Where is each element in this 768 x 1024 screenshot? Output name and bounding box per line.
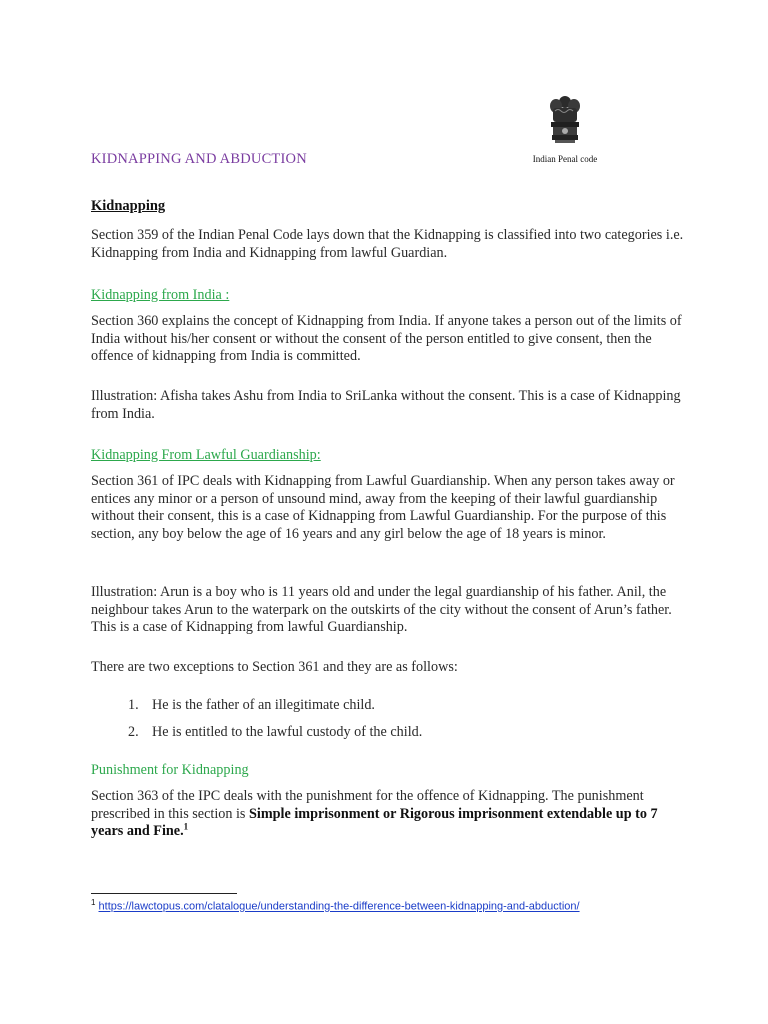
footnote-marker: 1	[91, 898, 96, 907]
kidnapping-intro-paragraph: Section 359 of the Indian Penal Code lays down that the Kidnapping is classified into two categories i.e. Kidnapping from India and Kidnapping from lawful Guardian.	[91, 227, 684, 261]
kidnapping-heading: Kidnapping	[91, 198, 166, 214]
exception-list-item	[128, 724, 422, 741]
footnote-ref[interactable]: 1	[183, 821, 189, 832]
punishment-bold-text: Simple imprisonment or Rigorous imprisonment extendable up to 7 years and Fine.	[91, 805, 658, 839]
document-title: KIDNAPPING AND ABDUCTION	[91, 151, 307, 167]
exceptions-intro: There are two exceptions to Section 361 and they are as follows:	[91, 659, 458, 675]
footnote-divider	[91, 893, 237, 894]
list-number: 2.	[128, 724, 139, 740]
lawful-guardianship-paragraph: Section 361 of IPC deals with Kidnapping from Lawful Guardianship. When any person takes away or entices any minor or a person of unsound mind, away from the keeping of their lawful guardianship without their consent, this is a case of Kidnapping from Lawful Guardianship. For the purpose of this section, any boy below the age of 16 years and any girl below the age of 18 years is minor.	[91, 473, 675, 542]
punishment-paragraph	[91, 788, 691, 841]
emblem-caption: Indian Penal code	[532, 154, 598, 164]
list-text: He is entitled to the lawful custody of the child.	[152, 724, 423, 740]
state-emblem-icon	[546, 94, 584, 152]
lawful-guardianship-illustration: Illustration: Arun is a boy who is 11 years old and under the legal guardianship of his father. Anil, the neighbour takes Arun to the waterpark on the outskirts of the city without the consent of Arun’s father. This is a case of Kidnapping from lawful Guardianship.	[91, 584, 672, 635]
exception-list-item	[128, 697, 375, 714]
from-india-heading: Kidnapping from India :	[91, 287, 230, 303]
from-india-paragraph: Section 360 explains the concept of Kidnapping from India. If anyone takes a person out of the limits of India without his/her consent or without the consent of the person entitled to give consent, then the offence of kidnapping from India is committed.	[91, 313, 682, 364]
footnote	[91, 898, 580, 913]
footnote-link[interactable]: https://lawctopus.com/clatalogue/understanding-the-difference-between-kidnapping-and-abduction/	[98, 900, 580, 913]
punishment-heading: Punishment for Kidnapping	[91, 762, 249, 778]
from-india-illustration: Illustration: Afisha takes Ashu from India to SriLanka without the consent. This is a case of Kidnapping from India.	[91, 388, 681, 422]
list-number: 1.	[128, 697, 139, 713]
emblem-logo	[528, 94, 602, 170]
lawful-guardianship-heading: Kidnapping From Lawful Guardianship:	[91, 447, 321, 463]
list-text: He is the father of an illegitimate child.	[152, 697, 375, 713]
punishment-text: Section 363 of the IPC deals with the punishment for the offence of Kidnapping. The punishment prescribed in this section is	[91, 788, 644, 822]
